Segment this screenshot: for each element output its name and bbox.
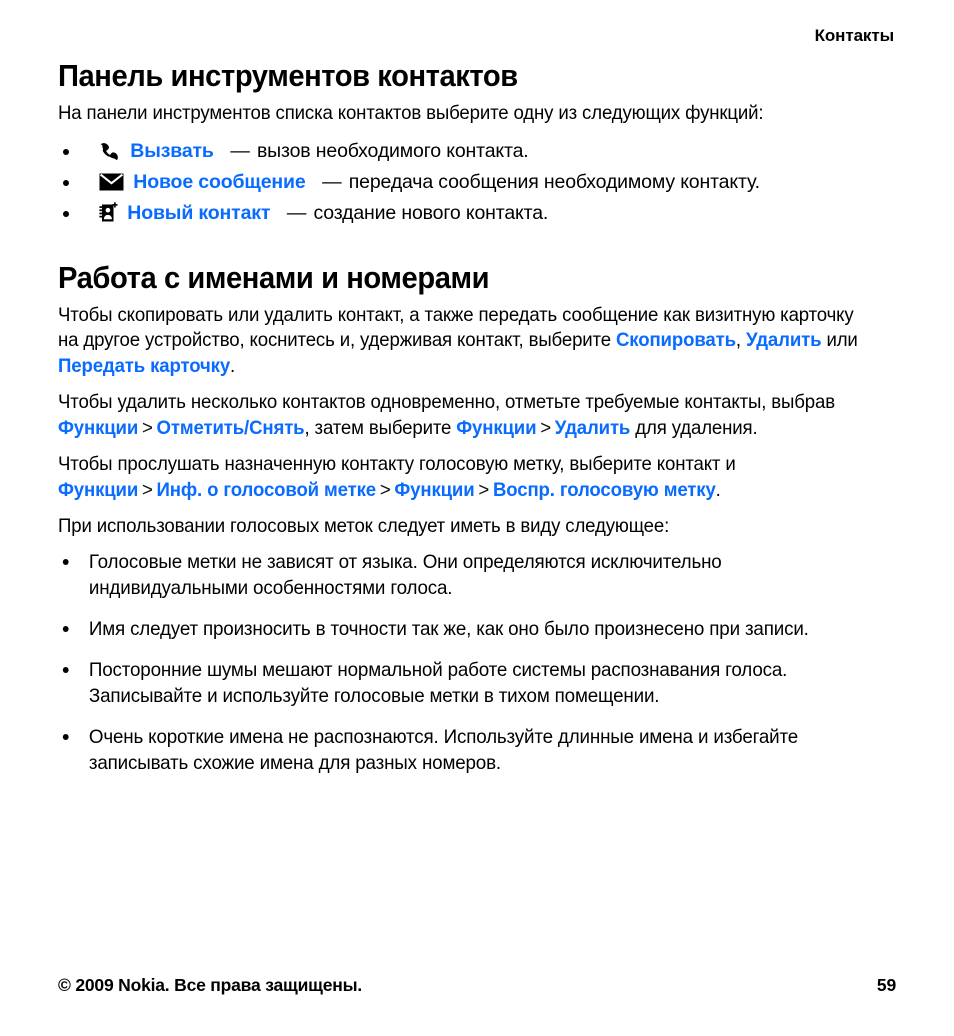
list-item [58,616,867,642]
menu-path-separator: > [540,416,551,439]
names-paragraph-voice-tag [58,452,858,503]
list-item-text: Посторонние шумы мешают нормальной работе системы распознавания голоса. Записывайте и используйте голосовые метки в тихом помещении. [88,658,788,707]
paragraph-lead-text: Чтобы скопировать или удалить контакт, а также передать сообщение как визитную карточку на другое устройство, коснитесь и, удерживая контакт, выберите [58,303,854,351]
envelope-icon [99,170,124,188]
copyright-notice: © 2009 Nokia. Все права защищены. [58,975,363,995]
menu-link-options-4[interactable]: Функции [394,478,475,501]
em-dash-separator: — [286,201,307,224]
menu-link-copy[interactable]: Скопировать [615,329,736,351]
paragraph-tail-text: . [715,478,721,501]
toolbar-item-new-message [58,167,896,198]
toolbar-desc-new-message: передача сообщения необходимому контакту. [348,170,760,193]
voice-tag-notes-intro: При использовании голосовых меток следует иметь в виду следующее: [58,515,670,537]
bullet-marker [63,559,69,565]
bullet-marker [63,667,69,673]
running-header: Контакты [814,26,894,45]
menu-link-options-3[interactable]: Функции [58,478,139,501]
list-item [58,657,867,709]
list-item-text: Голосовые метки не зависят от языка. Они определяются исключительно индивидуальными особенностями голоса. [88,550,722,599]
names-paragraph-multi-delete [58,390,858,441]
menu-link-voice-tag-info[interactable]: Инф. о голосовой метке [156,478,377,501]
toolbar-link-new-message[interactable]: Новое сообщение [133,170,306,193]
punctuation-comma: , [735,329,746,351]
menu-path-separator: > [141,478,153,501]
paragraph-lead-text: Чтобы удалить несколько контактов одновременно, отметьте требуемые контакты, выбрав [58,391,835,413]
list-item-text: Очень короткие имена не распознаются. Используйте длинные имена и избегайте записывать схожие имена для разных номеров. [88,725,799,774]
paragraph-lead-text: Чтобы прослушать назначенную контакту голосовую метку, выберите контакт и [58,453,736,475]
section-title-names-numbers: Работа с именами и номерами [58,259,490,295]
toolbar-desc-new-contact: создание нового контакта. [313,201,549,224]
menu-link-options-1[interactable]: Функции [58,416,139,439]
menu-path-separator: > [478,478,490,501]
menu-link-delete[interactable]: Удалить [745,329,822,351]
conjunction-or: или [821,329,858,351]
phone-handset-icon [99,139,121,156]
toolbar-intro-paragraph: На панели инструментов списка контактов выберите одну из следующих функций: [58,102,764,124]
em-dash-separator: — [322,170,342,193]
menu-link-play-voice-tag[interactable]: Воспр. голосовую метку [492,478,716,501]
contact-card-plus-icon [99,202,118,223]
menu-link-send-card[interactable]: Передать карточку [58,354,231,377]
toolbar-link-new-contact[interactable]: Новый контакт [127,201,271,224]
paragraph-tail-text: для удаления. [630,416,758,439]
list-item [58,549,867,601]
toolbar-item-call [58,136,896,167]
voice-tag-notes-list [58,549,896,776]
toolbar-item-new-contact [58,198,896,229]
menu-path-separator: > [379,478,391,501]
bullet-marker [63,734,69,740]
section-title-toolbar: Панель инструментов контактов [58,58,518,93]
em-dash-separator: — [230,139,250,162]
paragraph-tail-text: . [230,354,236,377]
bullet-marker [63,626,69,632]
list-item [58,724,867,776]
page-footer [58,974,896,996]
page-number: 59 [876,975,896,995]
page-content [58,58,896,776]
names-paragraph-copy-delete [58,303,858,380]
toolbar-desc-call: вызов необходимого контакта. [256,139,529,162]
list-item-text: Имя следует произносить в точности так же, как оно было произнесено при записи. [88,617,809,640]
toolbar-item-list [58,136,896,229]
bullet-marker [63,180,69,186]
bullet-marker [63,211,69,217]
bullet-marker [63,149,69,155]
menu-link-delete-2[interactable]: Удалить [554,416,631,439]
menu-path-separator: > [141,416,153,439]
menu-link-options-2[interactable]: Функции [456,416,537,439]
paragraph-middle-text: , затем выберите [304,416,457,439]
toolbar-link-call[interactable]: Вызвать [130,139,214,162]
menu-link-mark-unmark[interactable]: Отметить/Снять [156,416,305,439]
